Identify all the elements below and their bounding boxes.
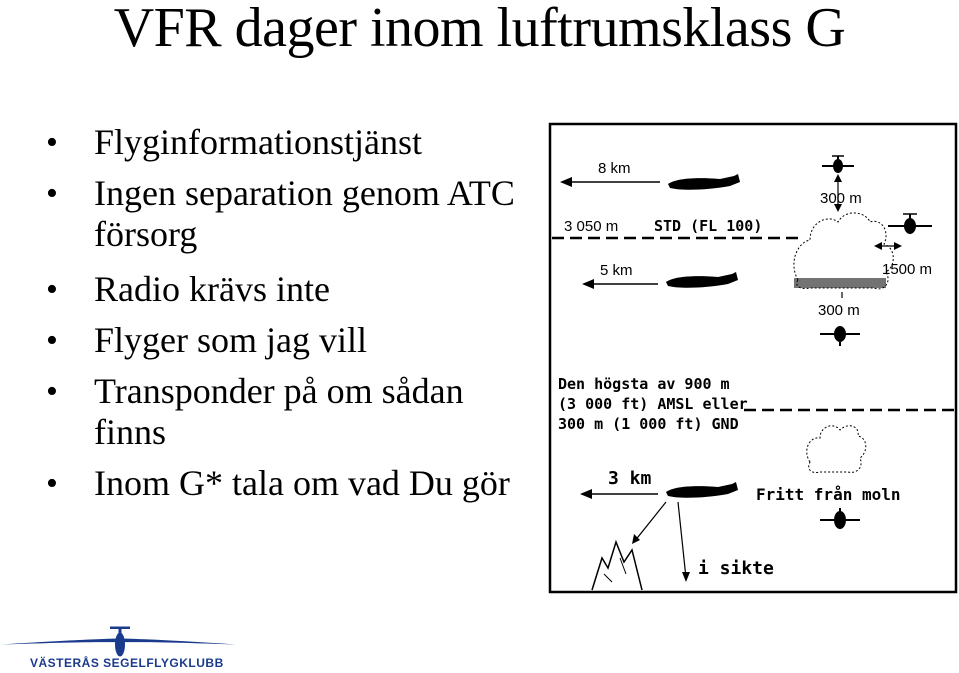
airplane-front-icon xyxy=(820,326,860,346)
text-lower-limit-2: (3 000 ft) AMSL eller xyxy=(558,395,748,413)
text-lower-limit-1: Den högsta av 900 m xyxy=(558,375,730,393)
bullet-item: • Radio krävs inte xyxy=(46,269,526,310)
label-std-fl100: STD (FL 100) xyxy=(654,217,763,235)
mountain-icon xyxy=(592,542,642,590)
airplane-side-icon xyxy=(666,272,738,288)
label-1500m: 1500 m xyxy=(882,261,933,278)
label-i-sikte: i sikte xyxy=(698,558,774,579)
sight-line-mountain xyxy=(634,502,666,542)
label-fritt-fran-moln: Fritt från moln xyxy=(756,485,901,504)
diagram-frame xyxy=(550,124,956,592)
bullet-item: • Transponder på om sådan finns xyxy=(46,371,526,453)
bullet-item: • Flyger som jag vill xyxy=(46,320,526,361)
bullet-item: • Inom G* tala om vad Du gör xyxy=(46,463,526,504)
arrowhead-icon xyxy=(834,174,842,182)
bullet-item: • Ingen separation genom ATC försorg xyxy=(46,173,526,255)
arrowhead-icon xyxy=(580,489,592,499)
label-8km: 8 km xyxy=(598,160,631,177)
airplane-front-icon xyxy=(888,214,932,234)
sight-line-ground xyxy=(678,502,686,578)
label-3km: 3 km xyxy=(608,468,652,489)
arrowhead-icon xyxy=(560,177,572,187)
airplane-side-icon xyxy=(666,482,738,498)
label-5km: 5 km xyxy=(600,262,633,279)
cloud-lower xyxy=(807,426,866,473)
club-name: VÄSTERÅS SEGELFLYGKLUBB xyxy=(30,656,224,670)
bullet-list xyxy=(46,122,526,514)
diagram-graphics xyxy=(548,122,958,594)
label-300m-bottom: 300 m xyxy=(818,302,860,319)
label-3050m: 3 050 m xyxy=(564,218,619,235)
text-lower-limit-3: 300 m (1 000 ft) GND xyxy=(558,415,739,433)
airplane-front-icon xyxy=(822,156,854,173)
arrowhead-icon xyxy=(894,242,902,250)
airplane-side-icon xyxy=(668,174,740,190)
arrowhead-icon xyxy=(682,572,690,582)
label-300m-top: 300 m xyxy=(820,190,862,207)
cloud-base-shading xyxy=(794,278,886,288)
slide-title: VFR dager inom luftrumsklass G xyxy=(113,0,846,59)
vfr-diagram xyxy=(548,122,958,594)
bullet-item: • Flyginformationstjänst xyxy=(46,122,526,163)
airplane-front-icon xyxy=(820,508,860,529)
arrowhead-icon xyxy=(582,279,594,289)
cloud-upper xyxy=(794,213,893,289)
